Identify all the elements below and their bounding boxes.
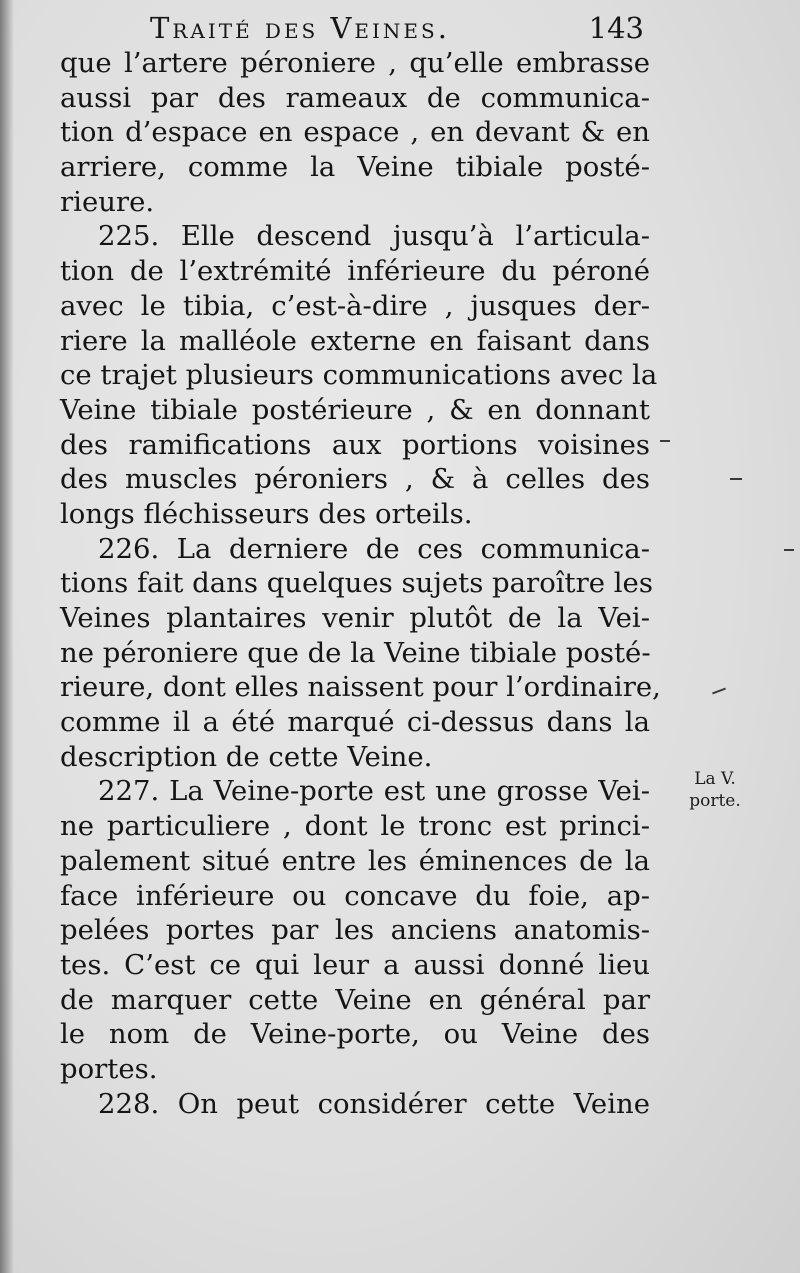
margin-note-line: La V. (694, 769, 736, 789)
paragraph-227-start: 227. La Veine-porte est une grosse Vei- (98, 775, 650, 808)
margin-note-line: porte. (689, 791, 741, 811)
text-line: longs fléchisseurs des orteils. (60, 497, 473, 530)
text-line: tions fait dans quelques sujets paroître les (60, 567, 653, 600)
page-header (60, 10, 650, 46)
text-line: ce trajet plusieurs communications avec la (60, 359, 658, 392)
page-gutter-shadow (0, 0, 14, 1273)
margin-note (660, 768, 770, 812)
text-line: tes. C’est ce qui leur a aussi donné lieu (60, 948, 650, 981)
text-line: palement situé entre les éminences de la (60, 844, 650, 877)
text-line: le nom de Veine-porte, ou Veine des (60, 1018, 650, 1051)
text-line: de marquer cette Veine en général par (60, 983, 650, 1016)
bleed-through-mark (712, 688, 726, 695)
page-number: 143 (588, 11, 644, 45)
bleed-through-mark (660, 440, 670, 442)
bleed-through-mark (784, 549, 794, 551)
text-line: Veine tibiale postérieure , & en donnant (60, 393, 650, 426)
text-line: rieure, dont elles naissent pour l’ordinaire, (60, 671, 661, 704)
text-line: face inférieure ou concave du foie, ap- (60, 879, 650, 912)
text-line: tion d’espace en espace , en devant & en (60, 116, 650, 149)
text-line: Veines plantaires venir plutôt de la Vei- (60, 602, 650, 634)
body-text (60, 46, 661, 1121)
paragraph-226-start: 226. La derniere de ces communica- (98, 532, 650, 565)
text-line: description de cette Veine. (60, 740, 433, 773)
text-line: aussi par des rameaux de communica- (60, 81, 650, 114)
text-line: portes. (60, 1052, 158, 1085)
text-line: riere la malléole externe en faisant dans (60, 324, 650, 357)
text-line: arriere, comme la Veine tibiale posté- (60, 151, 650, 184)
text-line: pelées portes par les anciens anatomis- (60, 914, 650, 947)
text-line: ne particuliere , dont le tronc est princi- (60, 810, 650, 843)
text-line: ne péroniere que de la Veine tibiale posté- (60, 636, 651, 669)
text-line: comme il a été marqué ci-dessus dans la (60, 706, 650, 739)
bleed-through-mark (730, 478, 742, 480)
text-line: que l’artere péroniere , qu’elle embrasse (60, 47, 650, 79)
running-title: Traité des Veines. (150, 11, 450, 45)
paragraph-225-start: 225. Elle descend jusqu’à l’articula- (98, 220, 650, 253)
text-line: des muscles péroniers , & à celles des (60, 463, 650, 496)
text-line: rieure. (60, 185, 155, 218)
text-line: avec le tibia, c’est-à-dire , jusques der- (60, 289, 650, 322)
text-line: des ramifications aux portions voisines (60, 428, 650, 461)
text-line: tion de l’extrémité inférieure du péroné (60, 255, 650, 288)
paragraph-228-start: 228. On peut considérer cette Veine (98, 1087, 650, 1120)
